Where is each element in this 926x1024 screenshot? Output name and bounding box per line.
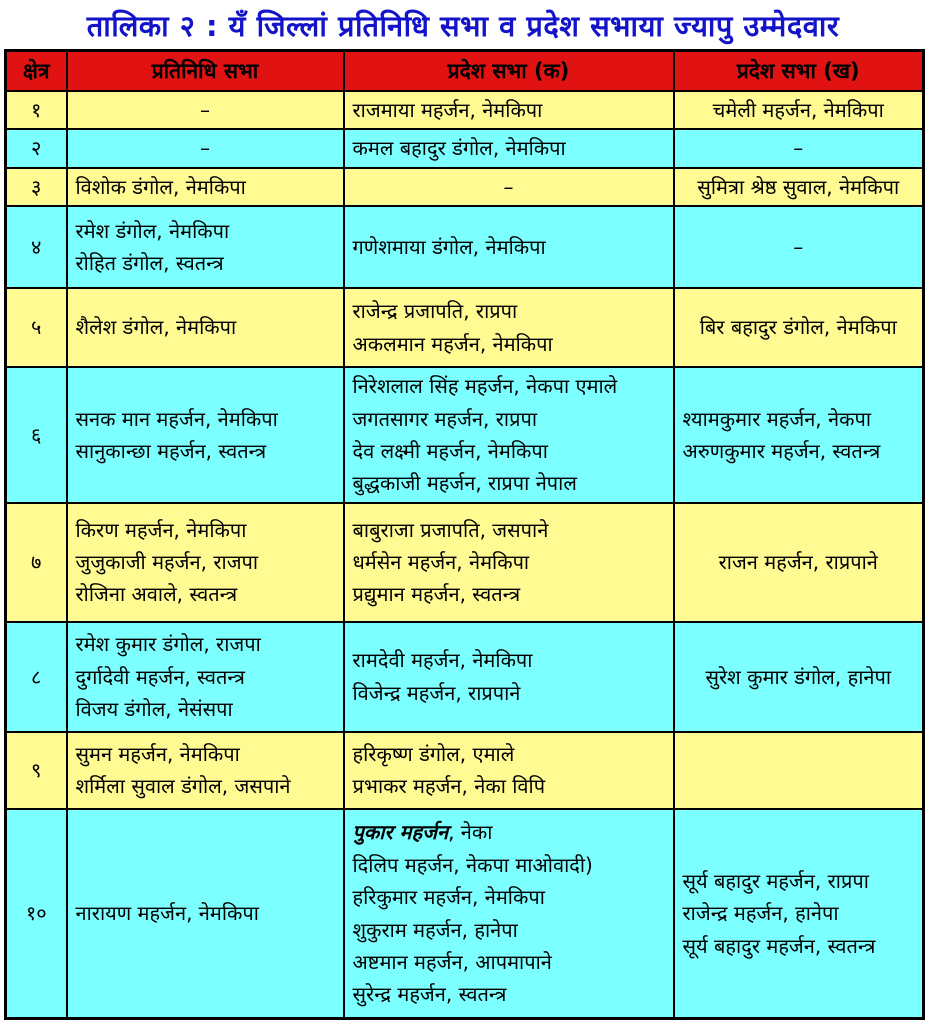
region-number: ४ (6, 206, 67, 288)
candidate-cell (674, 809, 924, 1019)
candidate-line: – (793, 234, 804, 259)
table-row (6, 129, 924, 167)
table-row (6, 91, 924, 129)
candidate-line: बिर बहादुर डंगोल, नेमकिपा (699, 315, 897, 340)
candidate-line: जुजुकाजी महर्जन, राजपा (75, 550, 259, 575)
candidate-cell (67, 288, 344, 367)
candidate-cell (344, 732, 674, 809)
candidate-line: दुर्गादेवी महर्जन, स्वतन्त्र (75, 664, 245, 689)
candidate-line: सुरेश कुमार डंगोल, हानेपा (705, 664, 892, 689)
table-row (6, 168, 924, 206)
candidate-cell (674, 91, 924, 129)
candidate-cell (674, 732, 924, 809)
region-number: ६ (6, 367, 67, 503)
region-number: १० (6, 809, 67, 1019)
candidate-line: रमेश डंगोल, नेमकिपा (75, 218, 230, 243)
candidate-line: चमेली महर्जन, नेमकिपा (712, 98, 884, 123)
candidate-line: हरिकृष्ण डंगोल, एमाले (352, 741, 515, 766)
candidate-line: शर्मिला सुवाल डंगोल, जसपाने (75, 774, 291, 799)
candidate-line: – (793, 136, 804, 161)
candidate-line: गणेशमाया डंगोल, नेमकिपा (352, 234, 546, 259)
candidate-line: प्रद्युमान महर्जन, स्वतन्त्र (352, 582, 521, 607)
candidate-line: – (200, 98, 210, 123)
candidate-line: रोजिना अवाले, स्वतन्त्र (75, 582, 238, 607)
candidate-line: शुकुराम महर्जन, हानेपा (352, 917, 518, 942)
candidate-line: सुमित्रा श्रेष्ठ सुवाल, नेमकिपा (697, 174, 900, 199)
candidate-cell (344, 91, 674, 129)
candidate-cell (344, 288, 674, 367)
candidate-line: कमल बहादुर डंगोल, नेमकिपा (352, 136, 566, 161)
candidate-cell (67, 129, 344, 167)
candidate-line: रमेश कुमार डंगोल, राजपा (75, 632, 261, 657)
region-number: ७ (6, 503, 67, 622)
candidate-line: बुद्धकाजी महर्जन, राप्रपा नेपाल (352, 471, 577, 496)
candidate-cell (67, 91, 344, 129)
candidate-line: निरेशलाल सिंह महर्जन, नेकपा एमाले (352, 374, 618, 399)
candidate-line: धर्मसेन महर्जन, नेमकिपा (352, 550, 530, 575)
column-header: क्षेत्र (6, 51, 67, 92)
table-row (6, 206, 924, 288)
table-row (6, 732, 924, 809)
candidate-line: विशोक डंगोल, नेमकिपा (75, 174, 246, 199)
candidate-line: – (503, 174, 514, 199)
candidate-cell (344, 168, 674, 206)
candidate-cell (67, 168, 344, 206)
candidate-line: अकलमान महर्जन, नेमकिपा (352, 331, 553, 356)
candidate-cell (674, 367, 924, 503)
candidate-line: राजमाया महर्जन, नेमकिपा (352, 98, 543, 123)
table-row (6, 503, 924, 622)
candidate-cell (674, 503, 924, 622)
candidate-line: अष्टमान महर्जन, आपमापाने (352, 949, 552, 974)
candidate-line: शैलेश डंगोल, नेमकिपा (75, 315, 237, 340)
candidate-line: पुकार महर्जन, नेका (352, 820, 493, 845)
table-row (6, 288, 924, 367)
region-number: ९ (6, 732, 67, 809)
candidate-line: सुमन महर्जन, नेमकिपा (75, 741, 240, 766)
region-number: ८ (6, 622, 67, 732)
candidate-cell (344, 622, 674, 732)
candidate-cell (344, 129, 674, 167)
table-row (6, 809, 924, 1019)
candidate-line: सानुकान्छा महर्जन, स्वतन्त्र (75, 438, 267, 463)
region-number: ५ (6, 288, 67, 367)
candidate-line: जगतसागर महर्जन, राप्रपा (352, 406, 538, 431)
candidate-line: विजेन्द्र महर्जन, राप्रपाने (352, 680, 521, 705)
candidate-line: सनक मान महर्जन, नेमकिपा (75, 406, 278, 431)
column-header: प्रदेश सभा (ख) (674, 51, 924, 92)
candidate-line: श्यामकुमार महर्जन, नेकपा (682, 406, 872, 431)
candidate-line: हरिकुमार महर्जन, नेमकिपा (352, 885, 545, 910)
candidate-cell (67, 367, 344, 503)
candidate-cell (674, 288, 924, 367)
candidate-line: सूर्य बहादुर महर्जन, स्वतन्त्र (682, 933, 876, 958)
candidate-cell (674, 129, 924, 167)
candidate-line: किरण महर्जन, नेमकिपा (75, 517, 247, 542)
table-title: तालिका २ : यँ जिल्लां प्रतिनिधि सभा व प्रदेश सभाया ज्यापु उम्मेदवार (86, 9, 840, 43)
region-number: २ (6, 129, 67, 167)
table-row (6, 367, 924, 503)
candidate-cell (674, 206, 924, 288)
candidate-name-emphasis: पुकार महर्जन (352, 820, 449, 845)
table-row (6, 622, 924, 732)
candidate-cell (344, 809, 674, 1019)
candidate-line: विजय डंगोल, नेसंसपा (75, 696, 233, 721)
candidate-cell (67, 622, 344, 732)
candidate-line: – (200, 136, 210, 161)
candidate-cell (67, 206, 344, 288)
candidate-line: बाबुराजा प्रजापति, जसपाने (352, 517, 549, 542)
column-header: प्रदेश सभा (क) (344, 51, 674, 92)
candidate-cell (344, 206, 674, 288)
candidate-line: राजेन्द्र प्रजापति, राप्रपा (352, 299, 518, 324)
candidate-cell (674, 622, 924, 732)
candidate-line: दिलिप महर्जन, नेकपा माओवादी) (352, 852, 593, 877)
candidate-cell (67, 809, 344, 1019)
header-row (6, 51, 924, 92)
candidate-line: प्रभाकर महर्जन, नेका विपि (352, 774, 546, 799)
candidate-cell (344, 503, 674, 622)
candidate-line: देव लक्ष्मी महर्जन, नेमकिपा (352, 438, 548, 463)
candidate-cell (344, 367, 674, 503)
column-header: प्रतिनिधि सभा (67, 51, 344, 92)
candidate-cell (674, 168, 924, 206)
candidate-line: राजेन्द्र महर्जन, हानेपा (682, 901, 839, 926)
table-body (6, 91, 924, 1019)
candidate-line: सुरेन्द्र महर्जन, स्वतन्त्र (352, 982, 507, 1007)
region-number: १ (6, 91, 67, 129)
candidate-line: राजन महर्जन, राप्रपाने (718, 550, 878, 575)
candidate-line: अरुणकुमार महर्जन, स्वतन्त्र (682, 438, 881, 463)
region-number: ३ (6, 168, 67, 206)
candidate-line: सूर्य बहादुर महर्जन, राप्रपा (682, 868, 869, 893)
candidate-line: रामदेवी महर्जन, नेमकिपा (352, 648, 533, 673)
candidate-cell (67, 503, 344, 622)
candidate-line: रोहित डंगोल, स्वतन्त्र (75, 251, 224, 276)
candidate-line: नारायण महर्जन, नेमकिपा (75, 901, 259, 926)
candidates-table (4, 49, 925, 1020)
candidate-cell (67, 732, 344, 809)
table-header (6, 51, 924, 92)
